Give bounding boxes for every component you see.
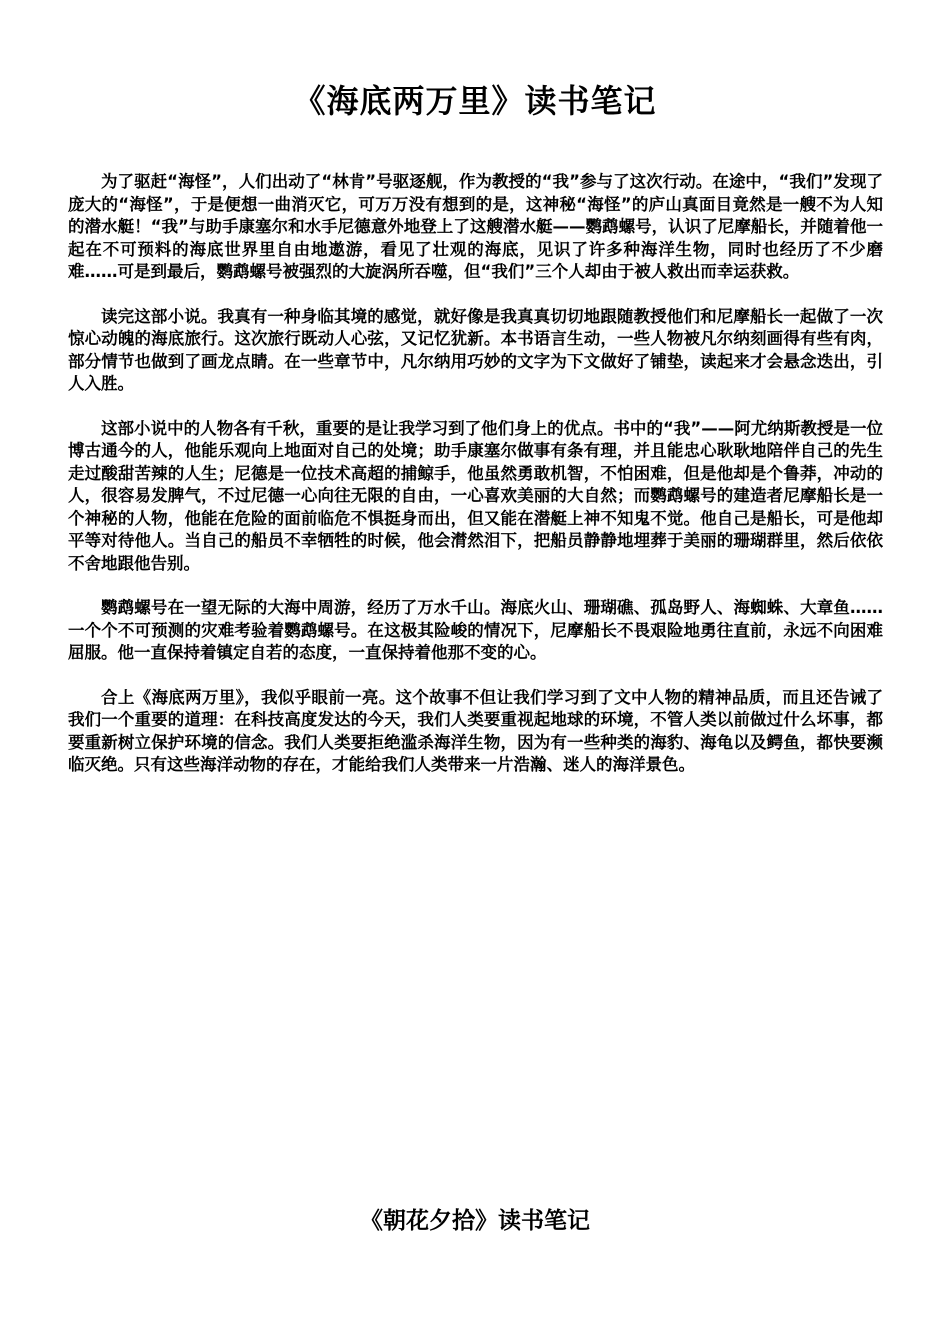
paragraph-2: 读完这部小说。我真有一种身临其境的感觉，就好像是我真真切切地跟随教授他们和尼摩船长一起做了一次惊心动魄的海底旅行。这次旅行既动人心弦，又记忆犹新。本书语言生动，一些人物被凡尔纳刻画得有些有肉，部分情节也做到了画龙点睛。在一些章节中，凡尔纳用巧妙的文字为下文做好了铺垫，读起来才会悬念迭出，引人入胜。 <box>68 306 883 393</box>
document-title: 《海底两万里》读书笔记 <box>293 82 657 120</box>
article-body <box>68 171 883 799</box>
paragraph-4: 鹦鹉螺号在一望无际的大海中周游，经历了万水千山。海底火山、珊瑚礁、孤岛野人、海蜘蛛、大章鱼……一个个不可预测的灾难考验着鹦鹉螺号。在这极其险峻的情况下，尼摩船长不畏艰险地勇往直前，永远不向困难屈服。他一直保持着镇定自若的态度，一直保持着他那不变的心。 <box>68 598 883 662</box>
next-section-title: 《朝花夕拾》读书笔记 <box>360 1208 590 1234</box>
paragraph-5: 合上《海底两万里》，我似乎眼前一亮。这个故事不但让我们学习到了文中人物的精神品质，而且还告诫了我们一个重要的道理：在科技高度发达的今天，我们人类要重视起地球的环境，不管人类以前做过什么坏事，都要重新树立保护环境的信念。我们人类要拒绝滥杀海洋生物，因为有一些种类的海豹、海龟以及鳄鱼，都快要濒临灭绝。只有这些海洋动物的存在，才能给我们人类带来一片浩瀚、迷人的海洋景色。 <box>68 687 883 774</box>
paragraph-3: 这部小说中的人物各有千秋，重要的是让我学习到了他们身上的优点。书中的“我”——阿尤纳斯教授是一位博古通今的人，他能乐观向上地面对自己的处境；助手康塞尔做事有条有理，并且能忠心耿耿地陪伴自己的先生走过酸甜苦辣的人生；尼德是一位技术高超的捕鲸手，他虽然勇敢机智，不怕困难，但是他却是个鲁莽，冲动的人，很容易发脾气，不过尼德一心向往无限的自由，一心喜欢美丽的大自然；而鹦鹉螺号的建造者尼摩船长是一个神秘的人物，他能在危险的面前临危不惧挺身而出，但又能在潜艇上神不知鬼不觉。他自己是船长，可是他却平等对待他人。当自己的船员不幸牺牲的时候，他会潸然泪下，把船员静静地埋葬于美丽的珊瑚群里，然后依依不舍地跟他告别。 <box>68 418 883 573</box>
paragraph-1: 为了驱赶“海怪”，人们出动了“林肯”号驱逐舰，作为教授的“我”参与了这次行动。在途中，“我们”发现了庞大的“海怪”，于是便想一曲消灭它，可万万没有想到的是，这神秘“海怪”的庐山真面目竟然是一艘不为人知的潜水艇！“我”与助手康塞尔和水手尼德意外地登上了这艘潜水艇——鹦鹉螺号，认识了尼摩船长，并随着他一起在不可预料的海底世界里自由地遨游，看见了壮观的海底，见识了许多种海洋生物，同时也经历了不少磨难……可是到最后，鹦鹉螺号被强烈的大旋涡所吞噬，但“我们”三个人却由于被人救出而幸运获救。 <box>68 172 883 281</box>
